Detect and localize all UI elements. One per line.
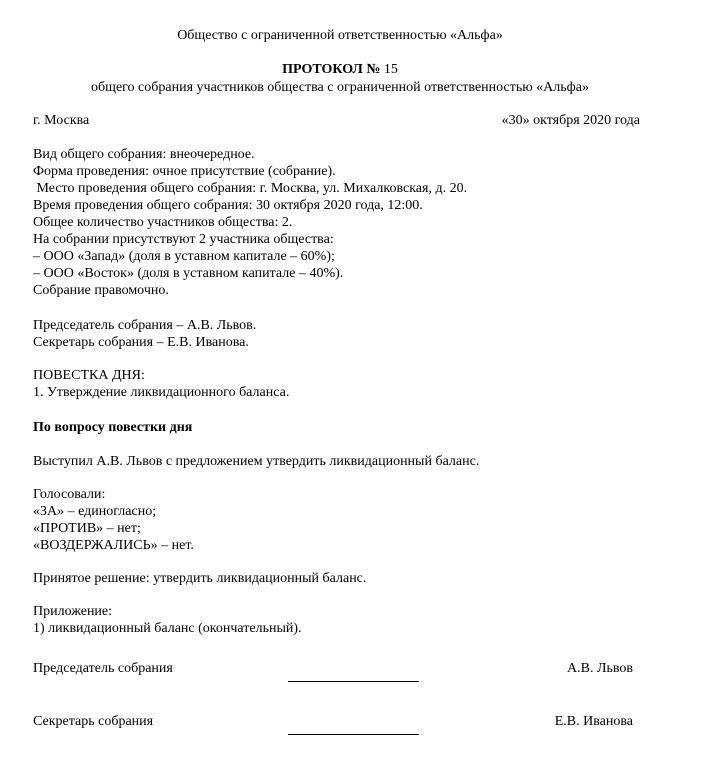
vote-line: «ПРОТИВ» – нет;: [33, 521, 141, 536]
vote-line: «ВОЗДЕРЖАЛИСЬ» – нет.: [33, 538, 194, 553]
detail-line: Общее количество участников общества: 2.: [33, 215, 293, 230]
detail-line: – ООО «Восток» (доля в уставном капитале – 40%).: [33, 266, 344, 281]
document-title: [0, 62, 680, 78]
detail-line: Место проведения общего собрания: г. Москва, ул. Михалковская, д. 20.: [33, 181, 468, 196]
signature-role-secretary: Секретарь собрания: [33, 714, 154, 729]
document-subtitle: общего собрания участников общества с ограниченной ответственностью «Альфа»: [91, 80, 589, 95]
detail-line: На собрании присутствуют 2 участника общества:: [33, 232, 334, 247]
discussion-heading: По вопросу повестки дня: [33, 420, 193, 435]
signature-line-secretary: [288, 734, 419, 735]
chairman-line: Председатель собрания – А.В. Львов.: [33, 318, 257, 333]
detail-line: Время проведения общего собрания: 30 октября 2020 года, 12:00.: [33, 198, 423, 213]
organization-name: Общество с ограниченной ответственностью «Альфа»: [177, 28, 503, 43]
signature-name-chairman: А.В. Львов: [567, 661, 633, 676]
title-number: 15: [380, 62, 398, 77]
detail-line: Форма проведения: очное присутствие (собрание).: [33, 164, 336, 179]
signature-name-secretary: Е.В. Иванова: [554, 714, 633, 729]
voting-heading: Голосовали:: [33, 487, 106, 502]
detail-line: Вид общего собрания: внеочередное.: [33, 147, 255, 162]
signature-role-chairman: Председатель собрания: [33, 661, 173, 676]
attachment-heading: Приложение:: [33, 604, 113, 619]
speech-line: Выступил А.В. Львов с предложением утвердить ликвидационный баланс.: [33, 454, 480, 469]
document-date: «30» октября 2020 года: [501, 113, 640, 128]
attachment-item: 1) ликвидационный баланс (окончательный).: [33, 621, 302, 636]
vote-line: «ЗА» – единогласно;: [33, 504, 157, 519]
signature-line-chairman: [288, 681, 419, 682]
detail-line: Собрание правомочно.: [33, 283, 169, 298]
agenda-item: 1. Утверждение ликвидационного баланса.: [33, 385, 290, 400]
secretary-line: Секретарь собрания – Е.В. Иванова.: [33, 335, 249, 350]
detail-line: – ООО «Запад» (доля в уставном капитале – 60%);: [33, 249, 335, 264]
city: г. Москва: [33, 113, 90, 128]
title-label: ПРОТОКОЛ №: [282, 62, 381, 77]
decision-line: Принятое решение: утвердить ликвидационный баланс.: [33, 571, 367, 586]
agenda-heading: ПОВЕСТКА ДНЯ:: [33, 368, 145, 383]
